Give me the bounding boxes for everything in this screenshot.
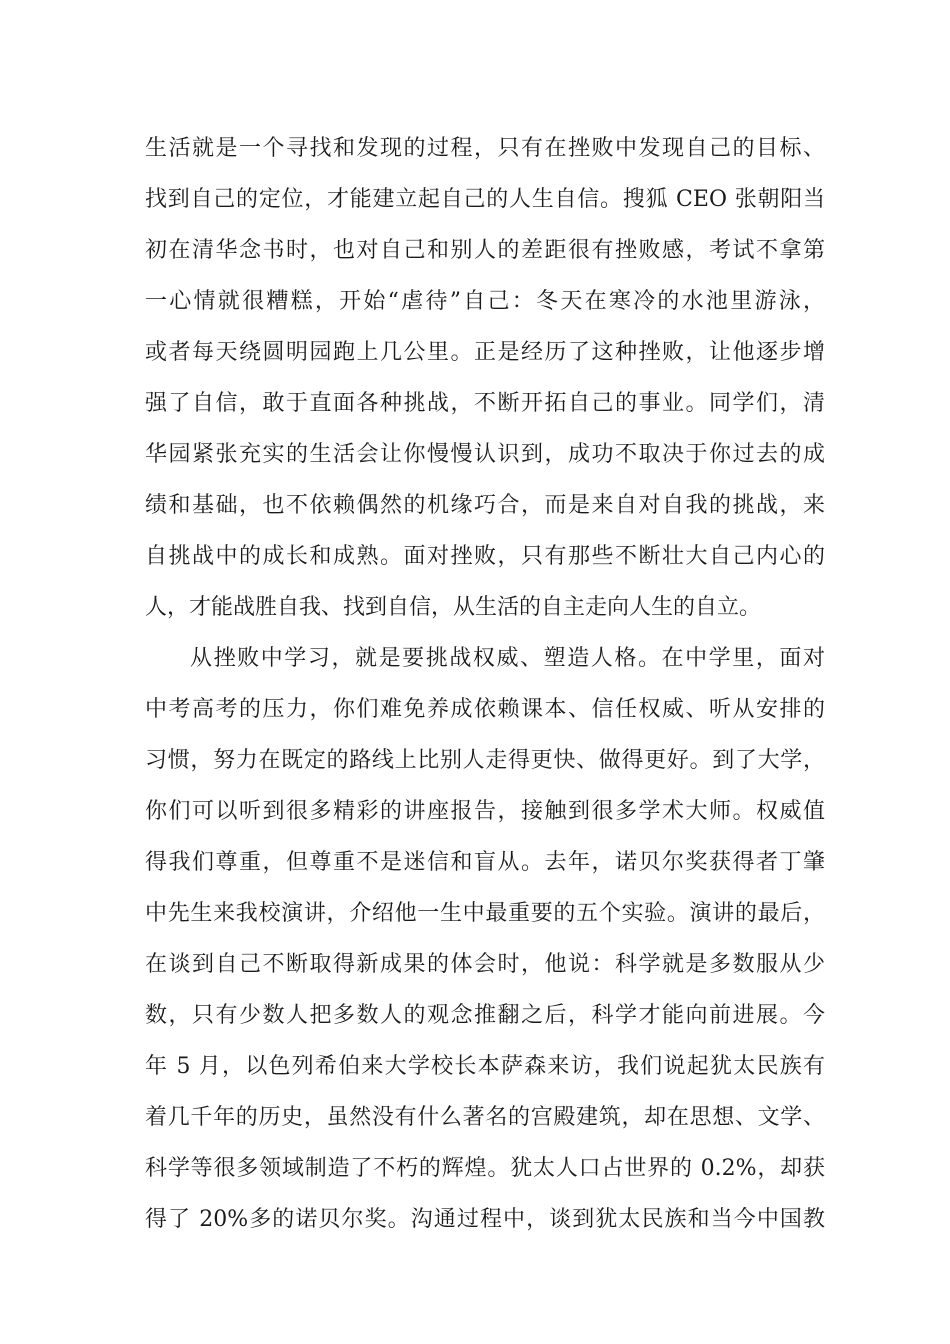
- text-line: 找到自己的定位，才能建立起自己的人生自信。搜狐 CEO 张朝阳当: [145, 187, 825, 212]
- text-line: 着几千年的历史，虽然没有什么著名的宫殿建筑，却在思想、文学、: [145, 1105, 825, 1130]
- text-line: 得我们尊重，但尊重不是迷信和盲从。去年，诺贝尔奖获得者丁肇: [145, 850, 825, 875]
- text-line: 数，只有少数人把多数人的观念推翻之后，科学才能向前进展。今: [145, 1003, 825, 1028]
- text-line: 你们可以听到很多精彩的讲座报告，接触到很多学术大师。权威值: [145, 799, 825, 824]
- text-line: 年 5 月，以色列希伯来大学校长本萨森来访，我们说起犹太民族有: [145, 1054, 825, 1079]
- text-line: 得了 20%多的诺贝尔奖。沟通过程中，谈到犹太民族和当今中国教: [145, 1207, 825, 1232]
- text-line: 一心情就很糟糕，开始“虐待”自己：冬天在寒冷的水池里游泳，: [145, 289, 825, 314]
- text-line: 或者每天绕圆明园跑上几公里。正是经历了这种挫败，让他逐步增: [145, 340, 825, 365]
- text-line: 在谈到自己不断取得新成果的体会时，他说：科学就是多数服从少: [145, 952, 825, 977]
- text-line: 强了自信，敢于直面各种挑战，不断开拓自己的事业。同学们，清: [145, 391, 825, 416]
- text-line: 自挑战中的成长和成熟。面对挫败，只有那些不断壮大自己内心的: [145, 544, 825, 569]
- text-line: 科学等很多领域制造了不朽的辉煌。犹太人口占世界的 0.2%，却获: [145, 1156, 825, 1181]
- text-line: 习惯，努力在既定的路线上比别人走得更快、做得更好。到了大学，: [145, 748, 825, 773]
- text-line: 中先生来我校演讲，介绍他一生中最重要的五个实验。演讲的最后，: [145, 901, 825, 926]
- text-line: 生活就是一个寻找和发现的过程，只有在挫败中发现自己的目标、: [145, 136, 825, 161]
- text-line: 华园紧张充实的生活会让你慢慢认识到，成功不取决于你过去的成: [145, 442, 825, 467]
- text-line: 绩和基础，也不依赖偶然的机缘巧合，而是来自对自我的挑战，来: [145, 493, 825, 518]
- paragraph-first-line: 从挫败中学习，就是要挑战权威、塑造人格。在中学里，面对: [190, 646, 825, 671]
- text-line: 中考高考的压力，你们难免养成依赖课本、信任权威、听从安排的: [145, 697, 825, 722]
- text-line: 初在清华念书时，也对自己和别人的差距很有挫败感，考试不拿第: [145, 238, 825, 263]
- text-line: 人，才能战胜自我、找到自信，从生活的自主走向人生的自立。: [145, 595, 762, 620]
